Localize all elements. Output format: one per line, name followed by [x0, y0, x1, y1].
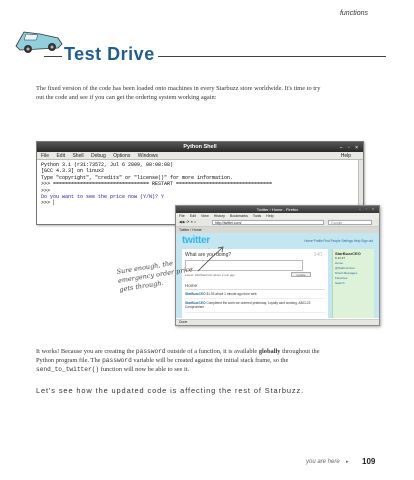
shell-title: Python Shell — [183, 144, 217, 150]
sidebar-link-search[interactable]: Search — [335, 281, 345, 285]
tweet-item — [185, 290, 325, 299]
shell-line: Python 3.1 (r31:73572, Jul 6 2009, 08:08:08) — [41, 162, 174, 168]
browser-menu-bookmarks[interactable]: Bookmarks — [229, 214, 248, 218]
browser-menu-help[interactable]: Help — [266, 214, 274, 218]
intro-paragraph: The fixed version of the code has been loaded onto machines in every Starbuzz store worldwide. It's time to try out the code and see if you can get the ordering system working again: — [36, 85, 321, 101]
shell-output[interactable] — [37, 160, 363, 209]
shell-last-prompt: >>> — [41, 200, 54, 207]
browser-menu-tools[interactable]: Tools — [252, 214, 262, 218]
tweet-user[interactable]: StarBuzzCEO — [185, 292, 206, 296]
menu-help[interactable]: Help — [340, 153, 351, 159]
annotation-arrow-icon — [196, 245, 226, 273]
car-illustration — [14, 22, 64, 56]
search-box[interactable]: Google — [328, 220, 372, 225]
arrow-right-icon: ▸ — [346, 459, 349, 465]
title-rule-left — [44, 56, 62, 57]
page-title: Test Drive — [64, 44, 155, 64]
emphasis-globally: globally — [258, 348, 281, 355]
address-bar[interactable]: http://twitter.com/ — [212, 220, 324, 225]
window-controls-icon[interactable]: – ▫ × — [339, 145, 360, 151]
body-text: throughout the Python program file. The — [36, 348, 320, 364]
shell-prompt-output: Do you want to see the price now (Y/N)? Y — [41, 194, 165, 201]
shell-line: >>> ================================ RESTART ================================ — [41, 181, 273, 188]
code-password: password — [102, 357, 132, 364]
closing-statement: Let's see how the updated code is affecting the rest of Starbuzz. — [36, 386, 305, 395]
update-button[interactable]: update — [291, 272, 311, 277]
browser-titlebar — [176, 206, 379, 213]
menu-options[interactable]: Options — [113, 153, 131, 159]
sidebar-stats: 9 14 27 — [335, 256, 346, 260]
tweet-text: $1.93 about 1 minute ago from web — [206, 292, 257, 296]
menu-file[interactable]: File — [41, 153, 50, 159]
explanation-paragraph — [36, 347, 336, 374]
browser-tab[interactable]: Twitter / Home — [176, 227, 379, 233]
text-cursor-icon: ▏ — [53, 200, 57, 207]
section-header: functions — [339, 10, 368, 17]
body-text: outside of a function, it is available — [165, 348, 259, 355]
sidebar-link-favorites[interactable]: Favorites — [335, 276, 348, 280]
page-number: 109 — [362, 457, 376, 466]
browser-title: Twitter / Home - Firefox — [256, 207, 299, 212]
code-password: password — [135, 348, 166, 355]
browser-window-controls-icon[interactable]: – ▫ × — [358, 207, 376, 211]
sidebar-link-home[interactable]: Home — [335, 261, 344, 265]
shell-line: [GCC 4.3.3] on linux2 — [41, 168, 105, 175]
tweet-item — [185, 299, 325, 312]
shell-menubar — [37, 152, 363, 160]
shell-line: >>> — [41, 187, 51, 194]
menu-edit[interactable]: Edit — [56, 153, 66, 159]
sidebar-link-direct-messages[interactable]: Direct Messages — [335, 271, 358, 275]
menu-debug[interactable]: Debug — [90, 153, 106, 159]
sidebar-username[interactable]: StarBuzzCEO — [335, 251, 361, 256]
twitter-logo[interactable]: twitter — [182, 235, 210, 246]
char-count: 140 — [313, 252, 322, 258]
browser-menu-view[interactable]: View — [201, 214, 209, 218]
twitter-sidebar — [332, 249, 374, 318]
tweet-user[interactable]: StarBuzzCEO — [185, 301, 206, 306]
handwritten-annotation: Sure enough, the emergency order price gets through. — [116, 259, 194, 294]
title-rule-right — [158, 56, 386, 57]
browser-status-bar: Done — [176, 319, 379, 325]
twitter-nav[interactable]: Home Profile Find People Settings Help Sign out — [304, 239, 373, 243]
body-text: It works! Because you are creating the — [36, 348, 136, 355]
menu-windows[interactable]: Windows — [137, 153, 159, 159]
browser-menu-file[interactable]: File — [179, 214, 185, 218]
body-text: function will now be able to see it. — [99, 366, 190, 373]
browser-toolbar — [176, 219, 379, 227]
sidebar-link-mentions[interactable]: @Starbuzzceo — [335, 266, 355, 270]
tweet-text: Completed the work we ordered yesterday. Loyalty card working. ABC123 Compromiser — [185, 301, 311, 310]
browser-menu-edit[interactable]: Edit — [189, 214, 196, 218]
home-heading: Home — [185, 283, 325, 290]
latest-text: Latest: 109/Starbuzz about 2 min ago — [185, 273, 235, 277]
menu-shell[interactable]: Shell — [72, 153, 84, 159]
browser-menu-history[interactable]: History — [213, 214, 225, 218]
code-send-to-twitter: send_to_twitter() — [36, 366, 100, 373]
shell-titlebar — [37, 142, 363, 152]
you-are-here-label: you are here — [306, 459, 340, 465]
nav-buttons-icon[interactable]: ◀ ▶ ⟳ ✕ ⌂ — [179, 220, 197, 224]
shell-line: Type "copyright", "credits" or "license()" for more information. — [41, 174, 234, 181]
tweet-prompt: What are you doing? — [185, 252, 232, 258]
body-text: variable will be created against the initial stack frame, so the — [131, 357, 289, 364]
